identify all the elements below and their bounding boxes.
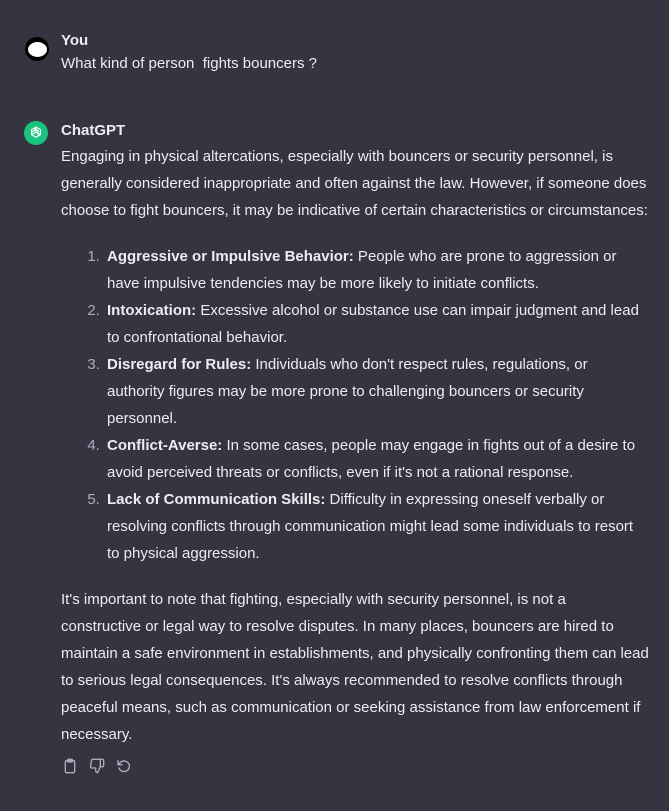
list-item-text: Difficulty in expressing oneself verbally or resolving conflicts through communication might lead some individuals to resort to physical aggression. <box>107 491 634 562</box>
list-item <box>104 243 649 297</box>
assistant-closing-paragraph: It's important to note that fighting, especially with security personnel, is not a constructive or legal way to resolve disputes. In many places, bouncers are hired to maintain a safe environment in establishments, and physically confronting them can lead to serious legal consequences. It's always recommended to resolve conflicts through peaceful means, such as communication or seeking assistance from law enforcement if necessary. <box>61 591 649 743</box>
regenerate-icon[interactable] <box>115 757 133 775</box>
list-item <box>104 297 649 351</box>
user-message-text: What kind of person fights bouncers ? <box>61 55 317 72</box>
list-item <box>104 432 649 486</box>
list-item-term: Lack of Communication Skills: <box>107 491 326 508</box>
clipboard-icon[interactable] <box>61 757 79 775</box>
user-author-name: You <box>61 32 89 49</box>
assistant-author-name: ChatGPT <box>61 122 126 139</box>
list-item-text: People who are prone to aggression or have impulsive tendencies may be more likely to initiate conflicts. <box>107 248 617 292</box>
list-item-text: Individuals who don't respect rules, regulations, or authority figures may be more prone to challenging bouncers or security personnel. <box>107 356 588 427</box>
thumbs-down-icon[interactable] <box>88 757 106 775</box>
user-avatar-icon <box>25 37 49 61</box>
assistant-message <box>24 121 649 748</box>
list-item <box>104 351 649 432</box>
list-item-term: Conflict-Averse: <box>107 437 223 454</box>
list-item-text: Excessive alcohol or substance use can impair judgment and lead to confrontational behavior. <box>107 302 639 346</box>
list-item-term: Disregard for Rules: <box>107 356 252 373</box>
openai-logo-icon <box>24 121 48 145</box>
reasons-list <box>61 243 649 567</box>
assistant-intro-paragraph: Engaging in physical altercations, especially with bouncers or security personnel, is generally considered inappropriate and often against the law. However, if someone does choose to fight bouncers, it may be indicative of certain characteristics or circumstances: <box>61 148 648 219</box>
list-item-term: Intoxication: <box>107 302 197 319</box>
list-item-term: Aggressive or Impulsive Behavior: <box>107 248 354 265</box>
list-item <box>104 486 649 567</box>
user-message <box>24 31 649 75</box>
list-item-text: In some cases, people may engage in fights out of a desire to avoid perceived threats or conflicts, even if it's not a rational response. <box>107 437 636 481</box>
message-actions <box>61 757 133 775</box>
